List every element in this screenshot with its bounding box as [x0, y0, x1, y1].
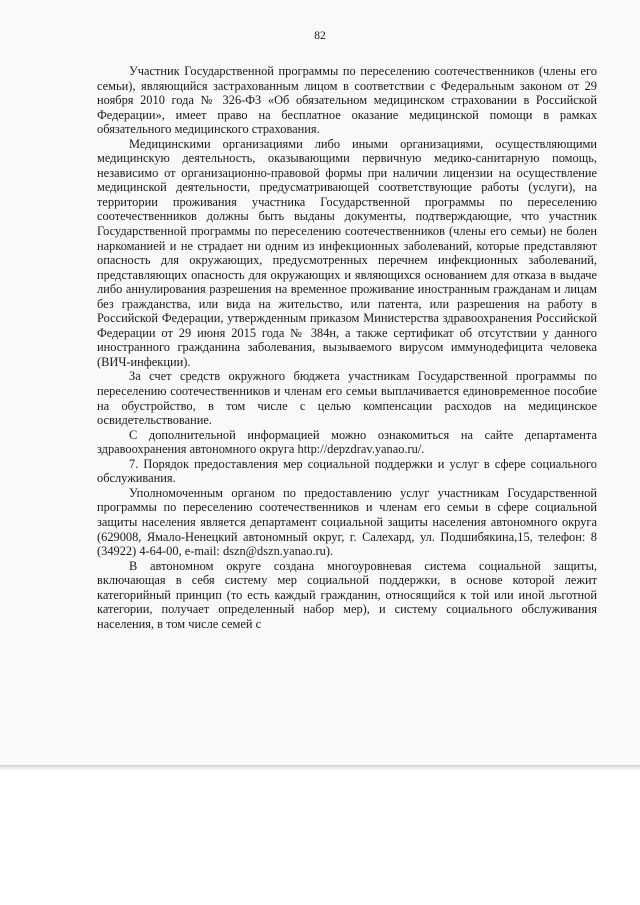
paragraph-insurance-rights: Участник Государственной программы по переселению соотечественников (члены его семьи), являющийся застрахованным лицом в соответствии с Федеральным законом от 29 ноября 2010 года № 326-ФЗ «Об обязательном медицинском страховании в Российской Федерации», имеет право на бесплатное оказание медицинской помощи в рамках обязательного медицинского страхования. [97, 64, 597, 137]
paragraph-medical-documents: Медицинскими организациями либо иными организациями, осуществляющими медицинскую деятельность, оказывающими первичную медико-санитарную помощь, независимо от организационно-правовой формы при наличии лицензии на осуществление медицинской деятельности, предусматривающей соответствующие работы (услуги), на территории проживания участника Государственной программы по переселению соотечественников должны быть выданы документы, подтверждающие, что участник Государственной программы по переселению соотечественников (члены его семьи) не болен наркоманией и не страдает ни одним из инфекционных заболеваний, которые представляют опасность для окружающих, предусмотренных перечнем инфекционных заболеваний, представляющих опасность для окружающих и являющихся основанием для отказа в выдаче либо аннулирования разрешения на временное проживание иностранным гражданам и лицам без гражданства, или вида на жительство, или патента, или разрешения на работу в Российской Федерации, утвержденным приказом Министерства здравоохранения Российской Федерации от 29 июня 2015 года № 384н, а также сертификат об отсутствии у данного иностранного гражданина заболевания, вызываемого вирусом иммунодефицита человека (ВИЧ-инфекции). [97, 136, 597, 369]
document-body [97, 64, 597, 631]
section-heading-social-support: 7. Порядок предоставления мер социальной поддержки и услуг в сфере социального обслуживания. [97, 456, 597, 486]
page-number: 82 [314, 30, 326, 42]
page-bottom-edge [0, 765, 640, 771]
paragraph-authorized-body: Уполномоченным органом по предоставлению услуг участникам Государственной программы по переселению соотечественников и членам его семьи в сфере социальной защиты населения является департамент социальной защиты населения автономного округа (629008, Ямало-Ненецкий автономный округ, г. Салехард, ул. Подшибякина,15, телефон: 8 (34922) 4-64-00, e-mail: dszn@dszn.yanao.ru). [97, 485, 597, 559]
paragraph-relocation-allowance: За счет средств окружного бюджета участникам Государственной программы по переселению соотечественников и членам его семьи выплачивается единовременное пособие на обустройство, в том числе с целью компенсации расходов на медицинское освидетельствование. [97, 369, 597, 428]
paragraph-additional-info: С дополнительной информацией можно ознакомиться на сайте департамента здравоохранения автономного округа http://depzdrav.yanao.ru/. [97, 427, 597, 457]
paragraph-social-protection-system: В автономном округе создана многоуровневая система социальной защиты, включающая в себя систему мер социальной поддержки, в основе которой лежит категорийный принцип (то есть каждый гражданин, относящийся к той или иной льготной категории, получает определенный набор мер), и систему социального обслуживания населения, в том числе семей с [97, 558, 597, 631]
